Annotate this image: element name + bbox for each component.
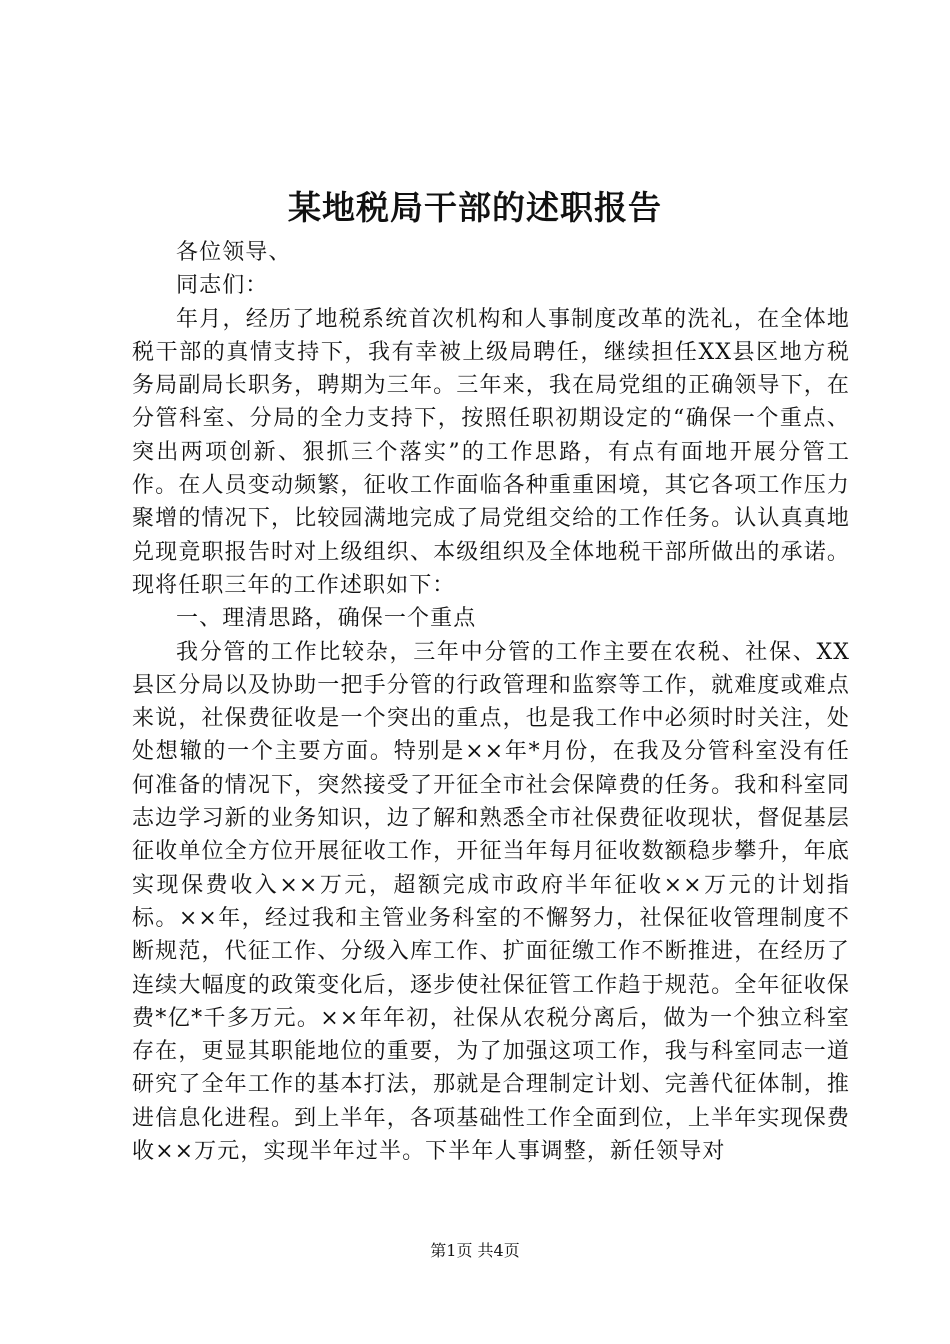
document-body [132, 236, 850, 1168]
section-heading-1: 一、理清思路，确保一个重点 [176, 606, 477, 632]
document-title: 某地税局干部的述职报告 [288, 188, 662, 227]
body-paragraph-section-1: 我分管的工作比较杂，三年中分管的工作主要在农税、社保、XX县区分局以及协助一把手分管的行政管理和监察等工作，就难度或难点来说，社保费征收是一个突出的重点，也是我工作中必须时时关注，处处想辙的一个主要方面。特别是××年*月份，在我及分管科室没有任何准备的情况下，突然接受了开征全市社会保障费的任务。我和科室同志边学习新的业务知识，边了解和熟悉全市社保费征收现状，督促基层征收单位全方位开展征收工作，开征当年每月征收数额稳步攀升，年底实现保费收入××万元，超额完成市政府半年征收××万元的计划指标。××年，经过我和主管业务科室的不懈努力，社保征收管理制度不断规范，代征工作、分级入库工作、扩面征缴工作不断推进，在经历了连续大幅度的政策变化后，逐步使社保征管工作趋于规范。全年征收保费*亿*千多万元。××年年初，社保从农税分离后，做为一个独立科室存在，更显其职能地位的重要，为了加强这项工作，我与科室同志一道研究了全年工作的基本打法，那就是合理制定计划、完善代征体制，推进信息化进程。到上半年，各项基础性工作全面到位，上半年实现保费收××万元，实现半年过半。下半年人事调整，新任领导对 [132, 639, 850, 1165]
body-paragraph-intro: 年月，经历了地税系统首次机构和人事制度改革的洗礼，在全体地税干部的真情支持下，我有幸被上级局聘任，继续担任XX县区地方税务局副局长职务，聘期为三年。三年来，我在局党组的正确领导下，在分管科室、分局的全力支持下，按照任职初期设定的“确保一个重点、突出两项创新、狠抓三个落实”的工作思路，有点有面地开展分管工作。在人员变动频繁，征收工作面临各种重重困境，其它各项工作压力聚增的情况下，比较园满地完成了局党组交给的工作任务。认认真真地兑现竟职报告时对上级组织、本级组织及全体地税干部所做出的承诺。现将任职三年的工作述职如下： [132, 306, 850, 598]
page-number-footer: 第1页 共4页 [430, 1241, 520, 1260]
salutation-line-2: 同志们： [176, 273, 269, 299]
salutation-line-1: 各位领导、 [176, 240, 292, 265]
